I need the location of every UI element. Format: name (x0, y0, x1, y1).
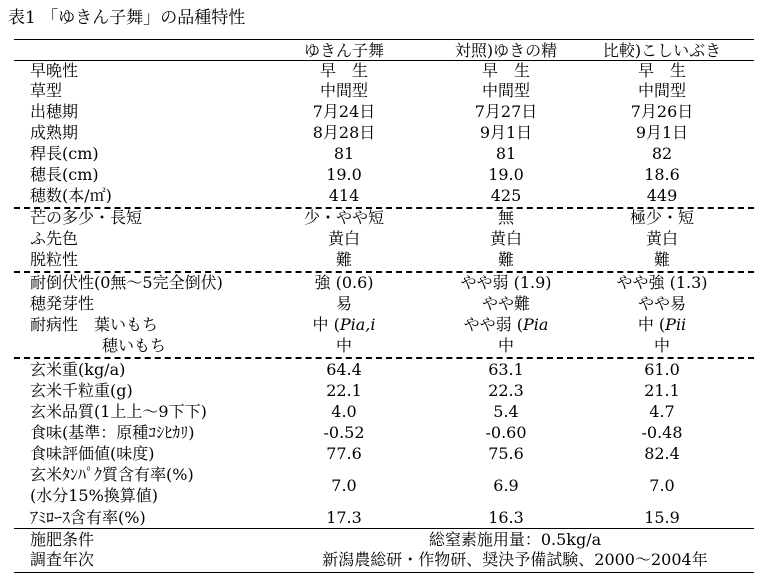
fertilizer-label: 施肥条件 (30, 530, 95, 549)
cell-value: 6.9 (493, 476, 519, 495)
cell-value: やや難 (481, 294, 530, 313)
cell-value: 16.3 (488, 508, 524, 527)
row-label: 玄米品質(1上上～9下下) (30, 402, 207, 421)
row-label: 耐病性 葉いもち (30, 315, 159, 334)
cell-value: 7月27日 (474, 102, 538, 121)
resistance-gene: Pia,i (339, 315, 376, 334)
cell-value: 75.6 (488, 444, 524, 463)
column-header-yukinosei: 対照)ゆきの精 (454, 41, 558, 60)
cell-value: 81 (333, 144, 355, 163)
row-label: 稈長(cm) (30, 144, 99, 163)
row-label: 食味(基準：原種ｺｼﾋｶﾘ) (30, 423, 195, 442)
footer-rule (14, 528, 754, 529)
cell-value-text: 中 ( (637, 315, 666, 334)
cell-value: 黄白 (645, 229, 678, 248)
cell-value: 早 生 (481, 61, 530, 80)
row-label: 穂発芽性 (30, 294, 95, 313)
column-header-yukinkomai: ゆきん子舞 (303, 41, 384, 60)
cell-value: 449 (646, 186, 678, 205)
survey-year-value: 新潟農総研・作物研、奨決予備試験、2000～2004年 (322, 550, 708, 569)
cell-value: 425 (490, 186, 522, 205)
cell-value: 22.1 (326, 381, 362, 400)
resistance-gene: Pia (522, 315, 549, 334)
cell-value: 9月1日 (479, 123, 533, 142)
cell-value: 82 (651, 144, 673, 163)
row-label: 成熟期 (30, 123, 79, 142)
row-label: 穂いもち (102, 336, 167, 355)
cell-value: 4.0 (331, 402, 357, 421)
cell-value: 7.0 (649, 476, 675, 495)
row-label: 玄米千粒重(g) (30, 381, 133, 400)
row-label: ふ先色 (30, 229, 79, 248)
row-label: 玄米重(kg/a) (30, 360, 126, 379)
cell-value: -0.60 (485, 423, 527, 442)
resistance-gene: Pii (665, 315, 687, 334)
cell-value: 77.6 (326, 444, 362, 463)
top-rule (14, 39, 754, 40)
row-label: 玄米ﾀﾝﾊﾟｸ質含有率(%) (30, 465, 194, 484)
column-header-koshiibuki: 比較)こしいぶき (602, 41, 722, 60)
cell-value-text: やや弱 ( (463, 315, 523, 334)
cell-value: 極少・短 (629, 208, 694, 227)
table-title: 表1 「ゆきん子舞」の品種特性 (8, 8, 246, 28)
cell-value: 中 (653, 336, 670, 355)
cell-value: 81 (495, 144, 517, 163)
cell-value: 少・やや短 (303, 208, 384, 227)
cell-value: -0.48 (641, 423, 683, 442)
row-label: 芒の多少・長短 (30, 208, 143, 227)
cell-value: 中 (335, 336, 352, 355)
cell-value: 7.0 (331, 476, 357, 495)
cell-value: 19.0 (488, 165, 524, 184)
survey-year-label: 調査年次 (30, 550, 95, 569)
cell-value: -0.52 (323, 423, 365, 442)
row-label: 穂数(本/㎡) (30, 186, 112, 205)
cell-value: やや易 (637, 294, 686, 313)
group-divider (14, 357, 754, 359)
cell-value: 黄白 (489, 229, 522, 248)
cell-value: 4.7 (649, 402, 675, 421)
row-label: 早晩性 (30, 61, 79, 80)
cell-value: 18.6 (644, 165, 680, 184)
row-label: 脱粒性 (30, 250, 79, 269)
cell-value: 82.4 (644, 444, 680, 463)
cell-value: 9月1日 (635, 123, 689, 142)
cell-value: 中間型 (481, 81, 530, 100)
cell-value: 早 生 (637, 61, 686, 80)
cell-value: 414 (328, 186, 360, 205)
row-label: 耐倒伏性(0無～5完全倒伏) (30, 273, 223, 292)
cell-value: 19.0 (326, 165, 362, 184)
cell-value: 5.4 (493, 402, 519, 421)
cell-value: 難 (497, 250, 514, 269)
cell-value: 易 (335, 294, 352, 313)
cell-value: 61.0 (644, 360, 680, 379)
cell-value: 22.3 (488, 381, 524, 400)
cell-value-text: 中 ( (312, 315, 340, 334)
cell-value: 強 (0.6) (314, 273, 374, 292)
cell-value: 8月28日 (312, 123, 376, 142)
cell-value: 21.1 (644, 381, 680, 400)
cell-value: 64.4 (326, 360, 362, 379)
row-label-sub: (水分15%換算値) (30, 486, 159, 505)
cell-value: 中間型 (319, 81, 368, 100)
fertilizer-value: 総窒素施用量：0.5kg/a (428, 530, 602, 549)
cell-value: 63.1 (488, 360, 524, 379)
cell-value: 早 生 (319, 61, 368, 80)
cell-value: やや強 (1.3) (616, 273, 708, 292)
row-label: 食味評価値(味度) (30, 444, 155, 463)
row-label: 穂長(cm) (30, 165, 99, 184)
bottom-rule (14, 572, 754, 573)
row-label: 出穂期 (30, 102, 79, 121)
cell-value: やや弱 (1.9) (460, 273, 552, 292)
cell-value: 7月24日 (312, 102, 376, 121)
cell-value: 無 (497, 208, 514, 227)
cell-value: 中間型 (637, 81, 686, 100)
cell-value: 15.9 (644, 508, 680, 527)
cell-value: 難 (653, 250, 670, 269)
cell-value: 難 (335, 250, 352, 269)
row-label: ｱﾐﾛｰｽ含有率(%) (30, 508, 146, 527)
row-label: 草型 (30, 81, 63, 100)
cell-value: 7月26日 (630, 102, 694, 121)
cell-value: 中 (497, 336, 514, 355)
cell-value: 17.3 (326, 508, 362, 527)
cell-value (562, 315, 762, 334)
cell-value: 黄白 (327, 229, 360, 248)
